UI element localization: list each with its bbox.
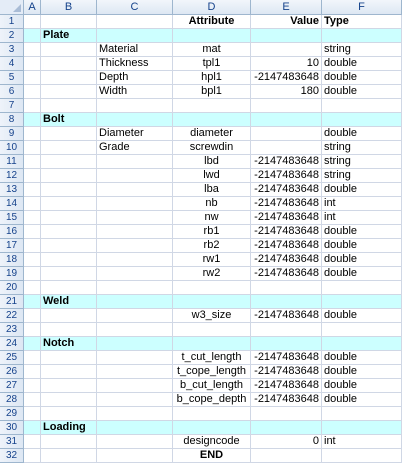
row-header[interactable]: 3 (0, 43, 24, 57)
cell-e21[interactable] (251, 295, 322, 309)
cell-a8[interactable] (24, 113, 41, 127)
table-row (0, 169, 402, 183)
table-row (0, 281, 402, 295)
cell-d20[interactable] (173, 281, 251, 295)
row-header[interactable]: 14 (0, 197, 24, 211)
cell-c17[interactable] (97, 239, 173, 253)
cell-c21[interactable] (97, 295, 173, 309)
cell-b15[interactable] (41, 211, 97, 225)
cell-b14[interactable] (41, 197, 97, 211)
row-header[interactable]: 15 (0, 211, 24, 225)
column-header-b[interactable]: B (41, 0, 97, 15)
cell-e30[interactable] (251, 421, 322, 435)
cell-f25[interactable]: double (322, 351, 402, 365)
cell-b17[interactable] (41, 239, 97, 253)
row-header[interactable]: 10 (0, 141, 24, 155)
cell-f9[interactable]: double (322, 127, 402, 141)
cell-d26[interactable]: t_cope_length (173, 365, 251, 379)
cell-f28[interactable]: double (322, 393, 402, 407)
cell-e17[interactable]: -2147483648 (251, 239, 322, 253)
cell-c3[interactable]: Material (97, 43, 173, 57)
row-header[interactable]: 20 (0, 281, 24, 295)
cell-f6[interactable]: double (322, 85, 402, 99)
cell-b3[interactable] (41, 43, 97, 57)
row-header[interactable]: 9 (0, 127, 24, 141)
cell-a4[interactable] (24, 57, 41, 71)
cell-b6[interactable] (41, 85, 97, 99)
cell-c8[interactable] (97, 113, 173, 127)
cell-f29[interactable] (322, 407, 402, 421)
cell-a30[interactable] (24, 421, 41, 435)
cell-c28[interactable] (97, 393, 173, 407)
cell-a22[interactable] (24, 309, 41, 323)
cell-c20[interactable] (97, 281, 173, 295)
table-row (0, 309, 402, 323)
cell-d8[interactable] (173, 113, 251, 127)
cell-c11[interactable] (97, 155, 173, 169)
cell-e10[interactable] (251, 141, 322, 155)
cell-a12[interactable] (24, 169, 41, 183)
cell-e14[interactable]: -2147483648 (251, 197, 322, 211)
cell-d27[interactable]: b_cut_length (173, 379, 251, 393)
cell-f18[interactable]: double (322, 253, 402, 267)
table-row (0, 253, 402, 267)
cell-b26[interactable] (41, 365, 97, 379)
cell-a9[interactable] (24, 127, 41, 141)
column-header-c[interactable]: C (97, 0, 173, 15)
cell-c14[interactable] (97, 197, 173, 211)
cell-a18[interactable] (24, 253, 41, 267)
cell-e9[interactable] (251, 127, 322, 141)
cell-d29[interactable] (173, 407, 251, 421)
cell-e13[interactable]: -2147483648 (251, 183, 322, 197)
table-row (0, 337, 402, 351)
column-header-e[interactable]: E (251, 0, 322, 15)
cell-e25[interactable]: -2147483648 (251, 351, 322, 365)
table-row (0, 183, 402, 197)
cell-f4[interactable]: double (322, 57, 402, 71)
cell-f12[interactable]: string (322, 169, 402, 183)
cell-d22[interactable]: w3_size (173, 309, 251, 323)
cell-b7[interactable] (41, 99, 97, 113)
cell-a21[interactable] (24, 295, 41, 309)
cell-d5[interactable]: hpl1 (173, 71, 251, 85)
cell-c30[interactable] (97, 421, 173, 435)
cell-a5[interactable] (24, 71, 41, 85)
select-all-corner[interactable] (0, 0, 24, 15)
row-header[interactable]: 30 (0, 421, 24, 435)
cell-e6[interactable]: 180 (251, 85, 322, 99)
row-header[interactable]: 8 (0, 113, 24, 127)
cell-e11[interactable]: -2147483648 (251, 155, 322, 169)
row-header[interactable]: 28 (0, 393, 24, 407)
cell-f32[interactable] (322, 449, 402, 463)
cell-d24[interactable] (173, 337, 251, 351)
cell-b16[interactable] (41, 225, 97, 239)
cell-c29[interactable] (97, 407, 173, 421)
cell-b23[interactable] (41, 323, 97, 337)
cell-f21[interactable] (322, 295, 402, 309)
cell-c7[interactable] (97, 99, 173, 113)
cell-c31[interactable] (97, 435, 173, 449)
cell-c32[interactable] (97, 449, 173, 463)
cell-b4[interactable] (41, 57, 97, 71)
cell-b22[interactable] (41, 309, 97, 323)
cell-e4[interactable]: 10 (251, 57, 322, 71)
cell-c18[interactable] (97, 253, 173, 267)
cell-f7[interactable] (322, 99, 402, 113)
row-header[interactable]: 1 (0, 15, 24, 29)
table-row (0, 71, 402, 85)
cell-d31[interactable]: designcode (173, 435, 251, 449)
cell-a23[interactable] (24, 323, 41, 337)
row-header[interactable]: 29 (0, 407, 24, 421)
cell-f20[interactable] (322, 281, 402, 295)
table-row (0, 379, 402, 393)
row-header[interactable]: 23 (0, 323, 24, 337)
cell-d18[interactable]: rw1 (173, 253, 251, 267)
cell-e2[interactable] (251, 29, 322, 43)
column-header-bar (24, 0, 402, 15)
cell-a28[interactable] (24, 393, 41, 407)
cell-d2[interactable] (173, 29, 251, 43)
row-header[interactable]: 5 (0, 71, 24, 85)
cell-c12[interactable] (97, 169, 173, 183)
cell-d30[interactable] (173, 421, 251, 435)
cell-d6[interactable]: bpl1 (173, 85, 251, 99)
cell-e15[interactable]: -2147483648 (251, 211, 322, 225)
cell-f3[interactable]: string (322, 43, 402, 57)
cell-f13[interactable]: double (322, 183, 402, 197)
cell-f1[interactable]: Type (322, 15, 402, 29)
cell-a7[interactable] (24, 99, 41, 113)
row-header[interactable]: 24 (0, 337, 24, 351)
cell-e16[interactable]: -2147483648 (251, 225, 322, 239)
cell-d14[interactable]: nb (173, 197, 251, 211)
row-header[interactable]: 21 (0, 295, 24, 309)
cell-a32[interactable] (24, 449, 41, 463)
cell-d32[interactable]: END (173, 449, 251, 463)
column-header-f[interactable]: F (322, 0, 402, 15)
cell-e7[interactable] (251, 99, 322, 113)
table-row (0, 421, 402, 435)
row-header[interactable]: 4 (0, 57, 24, 71)
cell-e23[interactable] (251, 323, 322, 337)
cell-e24[interactable] (251, 337, 322, 351)
table-row (0, 197, 402, 211)
cell-a6[interactable] (24, 85, 41, 99)
table-row (0, 29, 402, 43)
table-row (0, 267, 402, 281)
row-header[interactable]: 32 (0, 449, 24, 463)
cell-b29[interactable] (41, 407, 97, 421)
cell-c6[interactable]: Width (97, 85, 173, 99)
row-header[interactable]: 2 (0, 29, 24, 43)
table-row (0, 15, 402, 29)
cell-f31[interactable]: int (322, 435, 402, 449)
table-row (0, 211, 402, 225)
cell-a27[interactable] (24, 379, 41, 393)
cell-e26[interactable]: -2147483648 (251, 365, 322, 379)
cell-d17[interactable]: rb2 (173, 239, 251, 253)
cell-b11[interactable] (41, 155, 97, 169)
cell-f15[interactable]: int (322, 211, 402, 225)
table-row (0, 393, 402, 407)
cell-c13[interactable] (97, 183, 173, 197)
cell-a26[interactable] (24, 365, 41, 379)
cell-a2[interactable] (24, 29, 41, 43)
table-row (0, 57, 402, 71)
cell-c9[interactable]: Diameter (97, 127, 173, 141)
cell-f11[interactable]: string (322, 155, 402, 169)
row-header[interactable]: 19 (0, 267, 24, 281)
cell-a16[interactable] (24, 225, 41, 239)
cell-a13[interactable] (24, 183, 41, 197)
row-header[interactable]: 16 (0, 225, 24, 239)
cell-d15[interactable]: nw (173, 211, 251, 225)
cell-e22[interactable]: -2147483648 (251, 309, 322, 323)
row-header[interactable]: 13 (0, 183, 24, 197)
cell-d16[interactable]: rb1 (173, 225, 251, 239)
cell-b10[interactable] (41, 141, 97, 155)
cell-a25[interactable] (24, 351, 41, 365)
row-area (0, 15, 402, 463)
cell-b9[interactable] (41, 127, 97, 141)
cell-f14[interactable]: int (322, 197, 402, 211)
table-row (0, 113, 402, 127)
cell-e18[interactable]: -2147483648 (251, 253, 322, 267)
cell-b18[interactable] (41, 253, 97, 267)
table-row (0, 127, 402, 141)
row-header[interactable]: 27 (0, 379, 24, 393)
cell-c26[interactable] (97, 365, 173, 379)
cell-d13[interactable]: lba (173, 183, 251, 197)
cell-b31[interactable] (41, 435, 97, 449)
table-row (0, 85, 402, 99)
cell-f10[interactable]: string (322, 141, 402, 155)
cell-e12[interactable]: -2147483648 (251, 169, 322, 183)
cell-f19[interactable]: double (322, 267, 402, 281)
cell-d9[interactable]: diameter (173, 127, 251, 141)
table-row (0, 225, 402, 239)
cell-c24[interactable] (97, 337, 173, 351)
cell-b12[interactable] (41, 169, 97, 183)
table-row (0, 43, 402, 57)
cell-a3[interactable] (24, 43, 41, 57)
table-row (0, 99, 402, 113)
cell-f22[interactable]: double (322, 309, 402, 323)
row-header[interactable]: 7 (0, 99, 24, 113)
cell-f16[interactable]: double (322, 225, 402, 239)
row-header[interactable]: 17 (0, 239, 24, 253)
cell-f24[interactable] (322, 337, 402, 351)
row-header[interactable]: 22 (0, 309, 24, 323)
cell-f17[interactable]: double (322, 239, 402, 253)
cell-e19[interactable]: -2147483648 (251, 267, 322, 281)
cell-c15[interactable] (97, 211, 173, 225)
cell-a20[interactable] (24, 281, 41, 295)
cell-d25[interactable]: t_cut_length (173, 351, 251, 365)
cell-d3[interactable]: mat (173, 43, 251, 57)
cell-f2[interactable] (322, 29, 402, 43)
cell-c2[interactable] (97, 29, 173, 43)
cell-c1[interactable] (97, 15, 173, 29)
cell-f23[interactable] (322, 323, 402, 337)
cell-d7[interactable] (173, 99, 251, 113)
row-header[interactable]: 31 (0, 435, 24, 449)
cell-e29[interactable] (251, 407, 322, 421)
cell-a17[interactable] (24, 239, 41, 253)
cell-d11[interactable]: lbd (173, 155, 251, 169)
cell-c23[interactable] (97, 323, 173, 337)
cell-e20[interactable] (251, 281, 322, 295)
cell-d1[interactable]: Attribute (173, 15, 251, 29)
cell-a14[interactable] (24, 197, 41, 211)
cell-b20[interactable] (41, 281, 97, 295)
cell-a24[interactable] (24, 337, 41, 351)
cell-b19[interactable] (41, 267, 97, 281)
cell-e1[interactable]: Value (251, 15, 322, 29)
cell-f5[interactable]: double (322, 71, 402, 85)
cell-a10[interactable] (24, 141, 41, 155)
cell-f30[interactable] (322, 421, 402, 435)
cell-c25[interactable] (97, 351, 173, 365)
cell-e3[interactable] (251, 43, 322, 57)
cell-a15[interactable] (24, 211, 41, 225)
row-header[interactable]: 6 (0, 85, 24, 99)
cell-b21[interactable]: Weld (41, 295, 97, 309)
cell-b28[interactable] (41, 393, 97, 407)
cell-b25[interactable] (41, 351, 97, 365)
cell-d4[interactable]: tpl1 (173, 57, 251, 71)
cell-d21[interactable] (173, 295, 251, 309)
cell-b5[interactable] (41, 71, 97, 85)
table-row (0, 449, 402, 463)
cell-f8[interactable] (322, 113, 402, 127)
table-row (0, 295, 402, 309)
cell-b27[interactable] (41, 379, 97, 393)
column-header-d[interactable]: D (173, 0, 251, 15)
cell-a29[interactable] (24, 407, 41, 421)
table-row (0, 323, 402, 337)
cell-b8[interactable]: Bolt (41, 113, 97, 127)
cell-c10[interactable]: Grade (97, 141, 173, 155)
cell-e5[interactable]: -2147483648 (251, 71, 322, 85)
cell-a11[interactable] (24, 155, 41, 169)
cell-b24[interactable]: Notch (41, 337, 97, 351)
cell-c16[interactable] (97, 225, 173, 239)
cell-d19[interactable]: rw2 (173, 267, 251, 281)
cell-c27[interactable] (97, 379, 173, 393)
row-header[interactable]: 26 (0, 365, 24, 379)
table-row (0, 365, 402, 379)
cell-d10[interactable]: screwdin (173, 141, 251, 155)
cell-a31[interactable] (24, 435, 41, 449)
cell-c5[interactable]: Depth (97, 71, 173, 85)
table-row (0, 141, 402, 155)
cell-f27[interactable]: double (322, 379, 402, 393)
cell-b30[interactable]: Loading (41, 421, 97, 435)
cell-c19[interactable] (97, 267, 173, 281)
cell-d28[interactable]: b_cope_depth (173, 393, 251, 407)
cell-a1[interactable] (24, 15, 41, 29)
column-header-a[interactable]: A (24, 0, 41, 15)
row-header[interactable]: 11 (0, 155, 24, 169)
cell-c22[interactable] (97, 309, 173, 323)
cell-e27[interactable]: -2147483648 (251, 379, 322, 393)
cell-d23[interactable] (173, 323, 251, 337)
cell-b1[interactable] (41, 15, 97, 29)
table-row (0, 407, 402, 421)
cell-e31[interactable]: 0 (251, 435, 322, 449)
row-header[interactable]: 25 (0, 351, 24, 365)
table-row (0, 155, 402, 169)
cell-e8[interactable] (251, 113, 322, 127)
cell-c4[interactable]: Thickness (97, 57, 173, 71)
cell-b13[interactable] (41, 183, 97, 197)
cell-d12[interactable]: lwd (173, 169, 251, 183)
cell-a19[interactable] (24, 267, 41, 281)
table-row (0, 239, 402, 253)
table-row (0, 435, 402, 449)
table-row (0, 351, 402, 365)
row-header[interactable]: 12 (0, 169, 24, 183)
row-header[interactable]: 18 (0, 253, 24, 267)
cell-e32[interactable] (251, 449, 322, 463)
cell-b32[interactable] (41, 449, 97, 463)
cell-b2[interactable]: Plate (41, 29, 97, 43)
cell-f26[interactable]: double (322, 365, 402, 379)
cell-e28[interactable]: -2147483648 (251, 393, 322, 407)
